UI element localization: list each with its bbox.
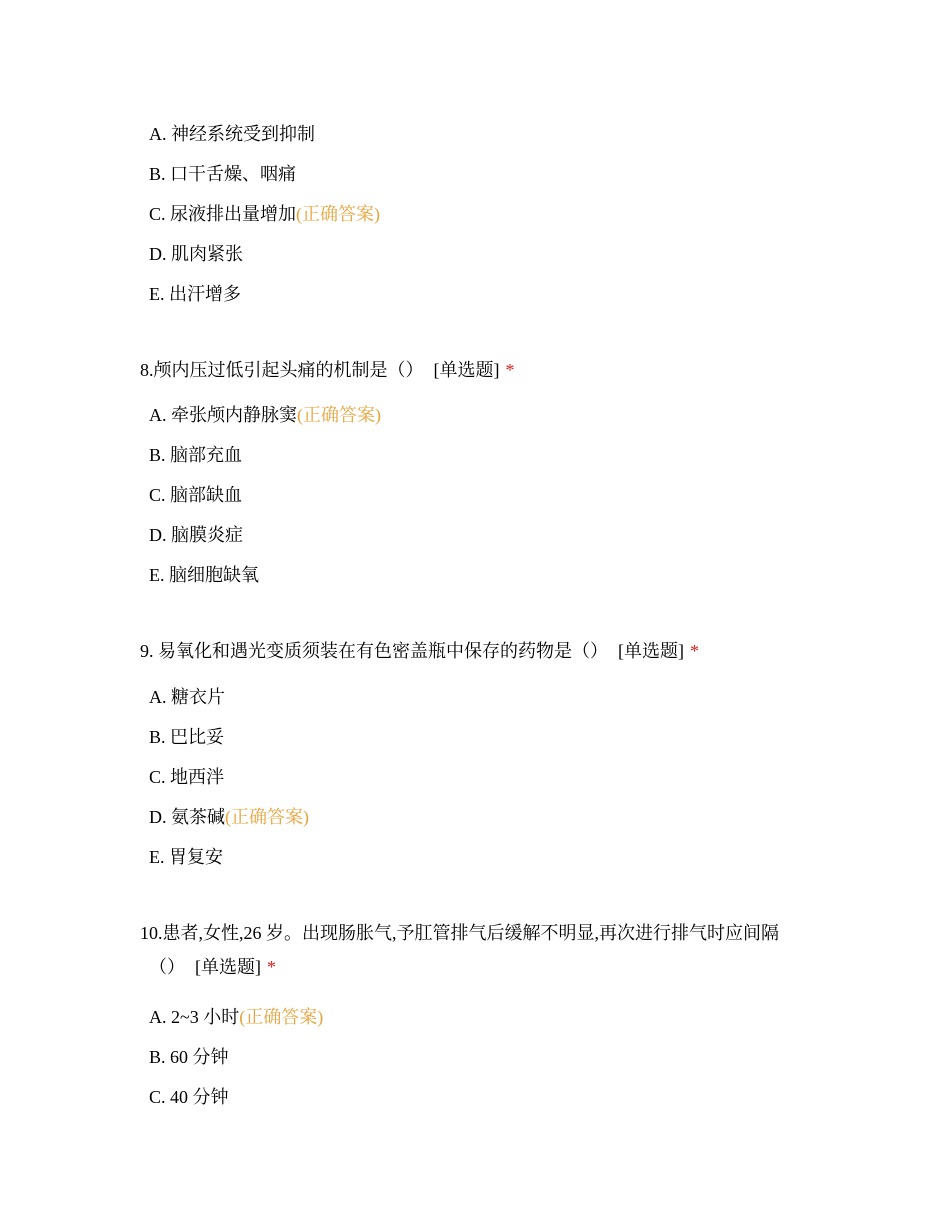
required-asterisk: *: [505, 360, 515, 380]
option-8e: [149, 563, 259, 587]
option-7d: [149, 242, 243, 266]
question-text: （）: [149, 957, 185, 977]
option-10a: [149, 1005, 323, 1029]
option-text: B. 60 分钟: [149, 1047, 229, 1067]
option-text: B. 口干舌燥、咽痛: [149, 164, 297, 184]
option-7a: [149, 122, 315, 146]
option-text: C. 尿液排出量增加: [149, 204, 297, 224]
option-9a: [149, 685, 225, 709]
question-text: 8.颅内压过低引起头痛的机制是（）: [140, 360, 424, 380]
option-text: C. 40 分钟: [149, 1087, 229, 1107]
option-text: B. 脑部充血: [149, 445, 243, 465]
option-8d: [149, 523, 243, 547]
option-text: A. 牵张颅内静脉窦: [149, 405, 297, 425]
option-text: D. 氨茶碱: [149, 807, 225, 827]
correct-answer-mark: (正确答案): [297, 405, 381, 425]
option-text: E. 出汗增多: [149, 284, 241, 304]
option-text: C. 地西泮: [149, 767, 225, 787]
question-type-label: [单选题]: [195, 957, 261, 977]
question-text: 9. 易氧化和遇光变质须装在有色密盖瓶中保存的药物是（）: [140, 641, 608, 661]
option-8b: [149, 443, 242, 467]
option-text: A. 2~3 小时: [149, 1007, 240, 1027]
option-10c: [149, 1085, 229, 1109]
question-text-line-2: [149, 950, 820, 984]
option-text: C. 脑部缺血: [149, 485, 243, 505]
option-9c: [149, 765, 224, 789]
option-10b: [149, 1045, 229, 1069]
question-type-label: [单选题]: [618, 641, 684, 661]
option-text: E. 胃复安: [149, 847, 223, 867]
correct-answer-mark: (正确答案): [239, 1007, 324, 1027]
option-9e: [149, 845, 223, 869]
option-text: A. 神经系统受到抑制: [149, 124, 315, 144]
option-7e: [149, 282, 241, 306]
required-asterisk: *: [267, 957, 276, 977]
required-asterisk: *: [690, 641, 699, 661]
option-text: B. 巴比妥: [149, 727, 225, 747]
question-text-line-1: 10.患者,女性,26 岁。出现肠胀气,予肛管排气后缓解不明显,再次进行排气时应间隔: [140, 923, 779, 943]
option-7b: [149, 162, 296, 186]
question-8-title: [140, 353, 820, 387]
option-text: D. 脑膜炎症: [149, 525, 243, 545]
option-8a: [149, 403, 381, 427]
option-text: A. 糖衣片: [149, 687, 225, 707]
correct-answer-mark: (正确答案): [225, 807, 309, 827]
question-type-label: [单选题]: [433, 360, 500, 380]
option-7c: [149, 202, 380, 226]
option-text: E. 脑细胞缺氧: [149, 565, 259, 585]
option-text: D. 肌肉紧张: [149, 244, 243, 264]
option-9b: [149, 725, 224, 749]
correct-answer-mark: (正确答案): [296, 204, 381, 224]
question-9-title: [140, 634, 820, 668]
option-9d: [149, 805, 309, 829]
option-8c: [149, 483, 242, 507]
question-10-title: [140, 916, 820, 984]
